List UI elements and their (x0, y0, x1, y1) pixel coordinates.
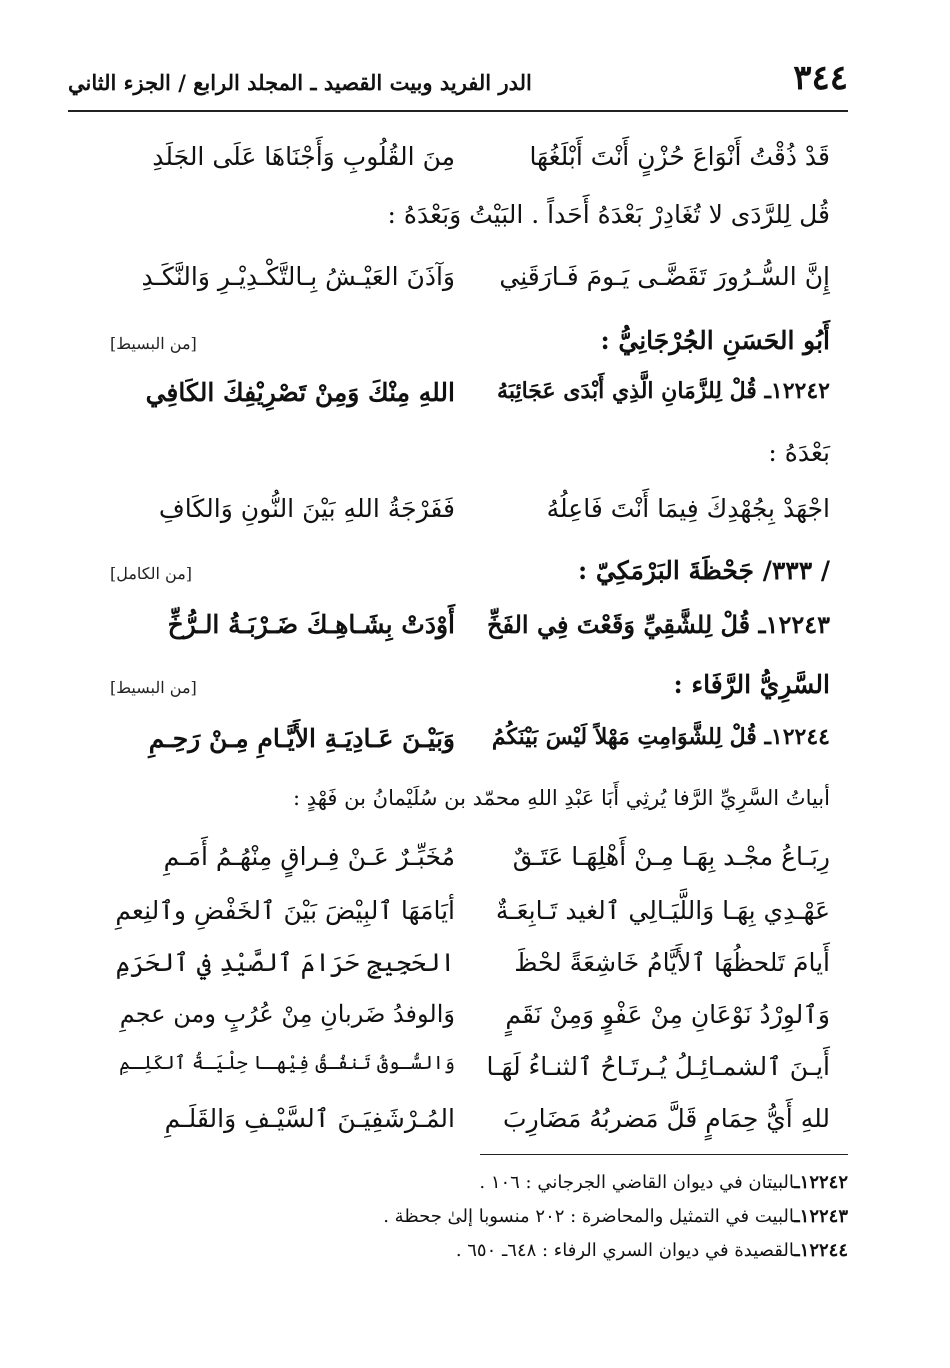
prose-line (110, 200, 830, 260)
verse-first-hemistich: وَٱلوِرْدُ نَوْعَانِ مِنْ عَفْوٍ وَمِنْ نَقَمٍ (505, 1000, 830, 1029)
verse-first-hemistich: رِبَـاعُ مجْـد بِهَـا مِـنْ أَهْلِهَـا عَتَـقٌ (512, 842, 830, 871)
verse-second-hemistich: الحَجِيجِ حَرَامَ ٱلصَّيْدِ في ٱلحَرَمِ (115, 948, 455, 977)
page-number: ٣٤٤ (793, 58, 848, 98)
verse-second-hemistich: أيَامَهَا ٱلبِيْضَ بَيْنَ ٱلخَفْضِ وٱلنِعمِ (115, 896, 455, 925)
verse-second-hemistich: فَفَرْجَةُ اللهِ بَيْنَ النُّونِ وَالكَافِ (158, 494, 455, 523)
meter-label: [من البسيط] (110, 334, 197, 353)
footnote-rule (480, 1154, 848, 1155)
verse-line (110, 896, 830, 956)
page-header (68, 58, 848, 108)
prose-line (110, 438, 830, 498)
verse-first-hemistich: ١٢٢٤٣ـ قُلْ لِلشَّقِيِّ وَقَعْتَ فِي الفَخِّ (486, 610, 830, 639)
footnote-number: ١٢٢٤٢ـ (794, 1172, 848, 1193)
verse-first-hemistich: اجْهَدْ بِجُهْدِكَ فِيمَا أَنْتَ فَاعِلُهُ (546, 494, 830, 523)
verse-line (110, 1052, 830, 1112)
prose-text: قُل لِلرَّدَى لا تُغَادِرْ بَعْدَهُ أَحَداً . البَيْتُ وَبَعْدَهُ : (387, 200, 830, 229)
verse-line-numbered (110, 378, 830, 438)
prose-text: بَعْدَهُ : (768, 438, 830, 467)
verse-second-hemistich: وَآذَنَ العَيْـشُ بِـالتَّكْـدِيْـرِ وَالنَّكَـدِ (141, 262, 455, 291)
meter-label: [من الكامل] (110, 564, 193, 583)
verse-line-numbered (110, 724, 830, 784)
verse-first-hemistich: عَهْـدِي بِهَـا وَاللَّيَـالِي ٱلغيد تَـابِعَـةٌ (495, 896, 830, 925)
footnote-number: ١٢٢٤٤ـ (794, 1240, 848, 1261)
footnote (110, 1240, 848, 1274)
verse-second-hemistich: أَوْدَتْ بِشَـاهِـكَ ضَـرْبَـةُ الـرُّخِّ (167, 610, 455, 639)
poet-heading (110, 670, 830, 730)
verse-first-hemistich: قَدْ ذُقْتُ أَنْوَاعَ حُزْنٍ أَنْتَ أَبْلَغُهَا (529, 142, 830, 171)
footnote-text: القصيدة في ديوان السري الرفاء : ٦٤٨ـ ٦٥٠ . (455, 1240, 795, 1261)
verse-second-hemistich: اللهِ مِنْكَ وَمِنْ تَصْرِيْفِكَ الكَافِي (145, 378, 455, 407)
poet-name: / ٣٣٣/ جَحْظَةَ البَرْمَكِيّ : (577, 556, 830, 585)
verse-line (110, 262, 830, 322)
verse-second-hemistich: مِنَ القُلُوبِ وَأَجْنَاهَا عَلَى الجَلَدِ (152, 142, 455, 171)
verse-second-hemistich: وَالوفدُ ضَربانِ مِنْ عُرُبٍ ومن عجمِ (119, 1000, 455, 1028)
verse-second-hemistich: المُـرْشَفِيَـنَ ٱلسَّيْـفِ وَالقَلَـمِ (164, 1104, 455, 1133)
verse-line (110, 948, 830, 1008)
verse-line (110, 1104, 830, 1164)
footnote (110, 1206, 848, 1240)
running-title: الدر الفريد وبيت القصيد ـ المجلد الرابع / الجزء الثاني (68, 70, 532, 95)
verse-second-hemistich: وَالسُّـوقُ تَنفُـقُ فِيْهـا حِلْيَـةُ ٱلكَلِـمِ (119, 1052, 455, 1074)
prose-text: أبياتُ السَّرِيِّ الرَّفا يُرثِي أَبَا عَبْدِ اللهِ محمّد بن سُلَيْمانُ بن فَهْدٍ : (292, 786, 830, 810)
footnote (110, 1172, 848, 1206)
footnotes (110, 1172, 848, 1274)
verse-line (110, 494, 830, 554)
header-rule (68, 110, 848, 112)
meter-label: [من البسيط] (110, 678, 197, 697)
poet-heading (110, 326, 830, 386)
verse-first-hemistich: أَيـنَ ٱلشمـائِـلُ يُـرتَـاحُ ٱلثنـاءُ لَهَـا (486, 1052, 830, 1081)
verse-first-hemistich: ١٢٢٤٢ـ قُلْ لِلزَّمَانِ الَّذِي أَبْدَى عَجَائِبَهُ (497, 378, 830, 404)
footnote-text: البيت في التمثيل والمحاضرة : ٢٠٢ منسوبا إلىٰ جحظة . (383, 1206, 795, 1227)
poet-heading (110, 556, 830, 616)
footnote-text: البيتان في ديوان القاضي الجرجاني : ١٠٦ . (479, 1172, 795, 1193)
footnote-number: ١٢٢٤٣ـ (794, 1206, 848, 1227)
poet-name: السَّرِيُّ الرَّفَاء : (673, 670, 830, 699)
verse-line-numbered (110, 610, 830, 670)
verse-first-hemistich: للهِ أَيُّ حِمَامٍ قَلَّ مَضربُهُ مَضَارِبَ (503, 1104, 830, 1133)
verse-first-hemistich: إِنَّ السُّـرُورَ تَقَضَّـى يَـومَ فَـارَقَنِي (499, 262, 830, 291)
verse-second-hemistich: مُخَبِّـرٌ عَـنْ فِـراقٍ مِنْهُـمُ أَمَـمِ (163, 842, 455, 871)
verse-first-hemistich: أَيامَ تَلحظُهَا ٱلأَيَّامُ خَاشِعَةً لحْظَ (514, 948, 830, 977)
verse-second-hemistich: وَبَيْـنَ عَـادِيَـةِ الأَيَّـامِ مِـنْ رَحِـمِ (148, 724, 455, 753)
verse-line (110, 1000, 830, 1060)
poet-name: أَبُو الحَسَنِ الجُرْجَانِيُّ : (600, 326, 830, 355)
verse-first-hemistich: ١٢٢٤٤ـ قُلْ لِلشَّوَامِتِ مَهْلاً لَيْسَ بَيْنَكُمُ (491, 724, 830, 750)
verse-line (110, 842, 830, 902)
prose-line (110, 786, 830, 846)
verse-line (110, 142, 830, 202)
